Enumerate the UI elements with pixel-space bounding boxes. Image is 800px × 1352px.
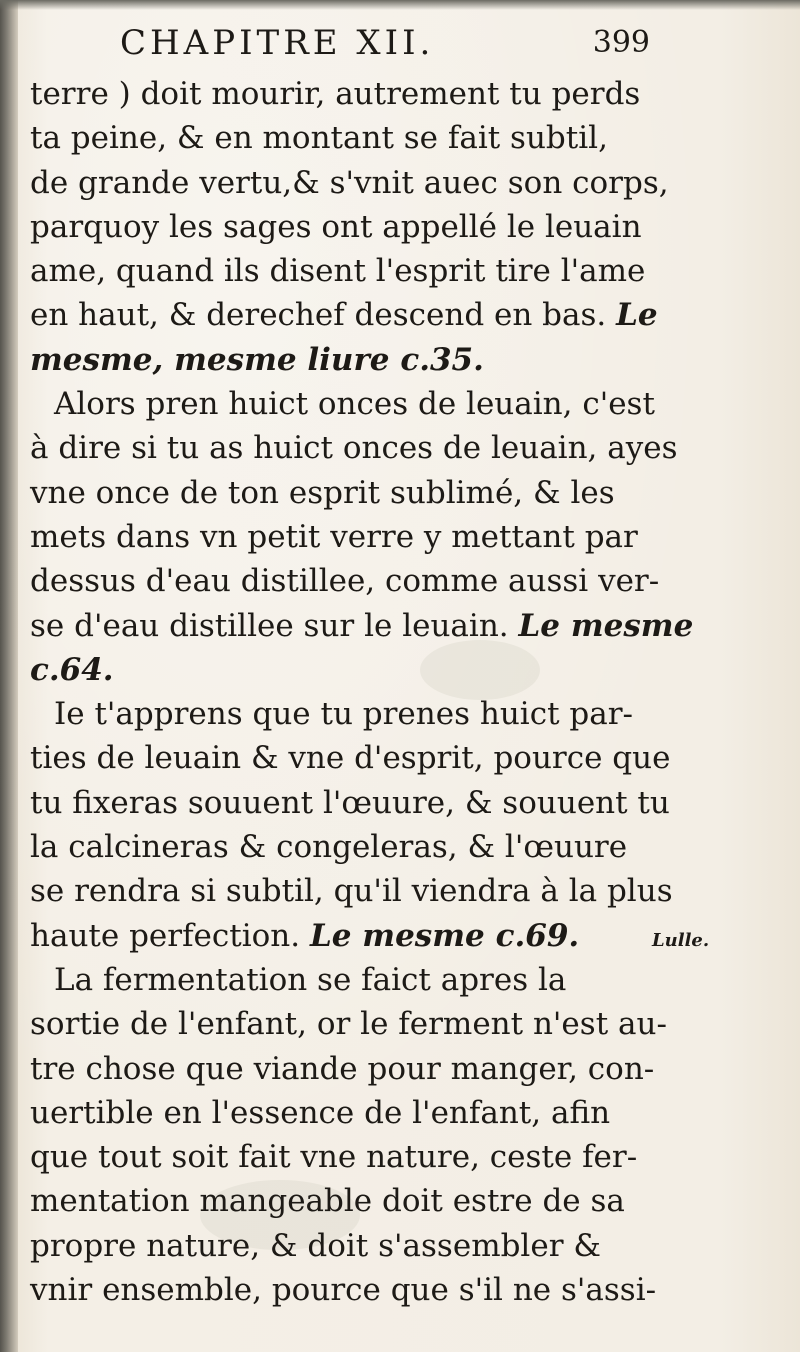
text-line: terre ) doit mourir, autrement tu perds <box>30 76 641 112</box>
running-head <box>0 18 800 68</box>
citation: Le mesme c.69. <box>309 917 580 954</box>
text-line: vnir ensemble, pource que s'il ne s'assi- <box>30 1272 657 1309</box>
text-line: mentation mangeable doit estre de sa <box>30 1183 625 1220</box>
text-line: sortie de l'enfant, or le ferment n'est au- <box>30 1006 667 1043</box>
page-number: 399 <box>592 25 650 60</box>
text-line: se rendra si subtil, qu'il viendra à la plus <box>30 873 673 910</box>
text-line: ame, quand ils disent l'esprit tire l'ame <box>30 253 646 290</box>
text-line: parquoy les sages ont appellé le leuain <box>30 208 642 245</box>
citation: mesme, mesme liure c.35. <box>30 341 484 378</box>
text-line: la calcineras & congeleras, & l'œuure <box>30 829 628 866</box>
text-line: à dire si tu as huict onces de leuain, ayes <box>30 430 678 467</box>
text-line: tu fixeras souuent l'œuure, & souuent tu <box>30 784 670 821</box>
paragraph-start-line: Alors pren huict onces de leuain, c'est <box>54 386 655 423</box>
text-line: ta peine, & en montant se fait subtil, <box>30 120 608 157</box>
text-line: haute perfection. Le mesme c.69. <box>30 917 580 954</box>
paragraph-start-line: La fermentation se faict apres la <box>54 961 567 998</box>
paragraph-start-line: Ie t'apprens que tu prenes huict par- <box>54 696 633 733</box>
text-line: tre chose que viande pour manger, con- <box>30 1050 655 1087</box>
text-line <box>30 338 645 382</box>
page-top-shadow <box>0 0 800 10</box>
text-line <box>30 648 645 692</box>
text-line: de grande vertu,& s'vnit auec son corps, <box>30 164 669 201</box>
text-line: ties de leuain & vne d'esprit, pource que <box>30 740 671 777</box>
text-line: en haut, & derechef descend en bas. Le <box>30 297 658 334</box>
text-line: mets dans vn petit verre y mettant par <box>30 518 638 555</box>
text-line: propre nature, & doit s'assembler & <box>30 1227 601 1264</box>
text-line: se d'eau distillee sur le leuain. Le mesme <box>30 607 694 644</box>
text-line: vne once de ton esprit sublimé, & les <box>30 474 615 511</box>
citation: Le mesme <box>518 607 694 644</box>
margin-note: Lulle. <box>652 930 710 951</box>
chapter-title: CHAPITRE XII. <box>120 23 435 63</box>
text-line: dessus d'eau distillee, comme aussi ver- <box>30 563 660 600</box>
text-line: uertible en l'essence de l'enfant, afin <box>30 1094 611 1131</box>
citation: Le <box>616 297 658 334</box>
text-line: que tout soit fait vne nature, ceste fer- <box>30 1139 638 1176</box>
binding-edge <box>0 0 18 1352</box>
citation: c.64. <box>30 651 114 688</box>
